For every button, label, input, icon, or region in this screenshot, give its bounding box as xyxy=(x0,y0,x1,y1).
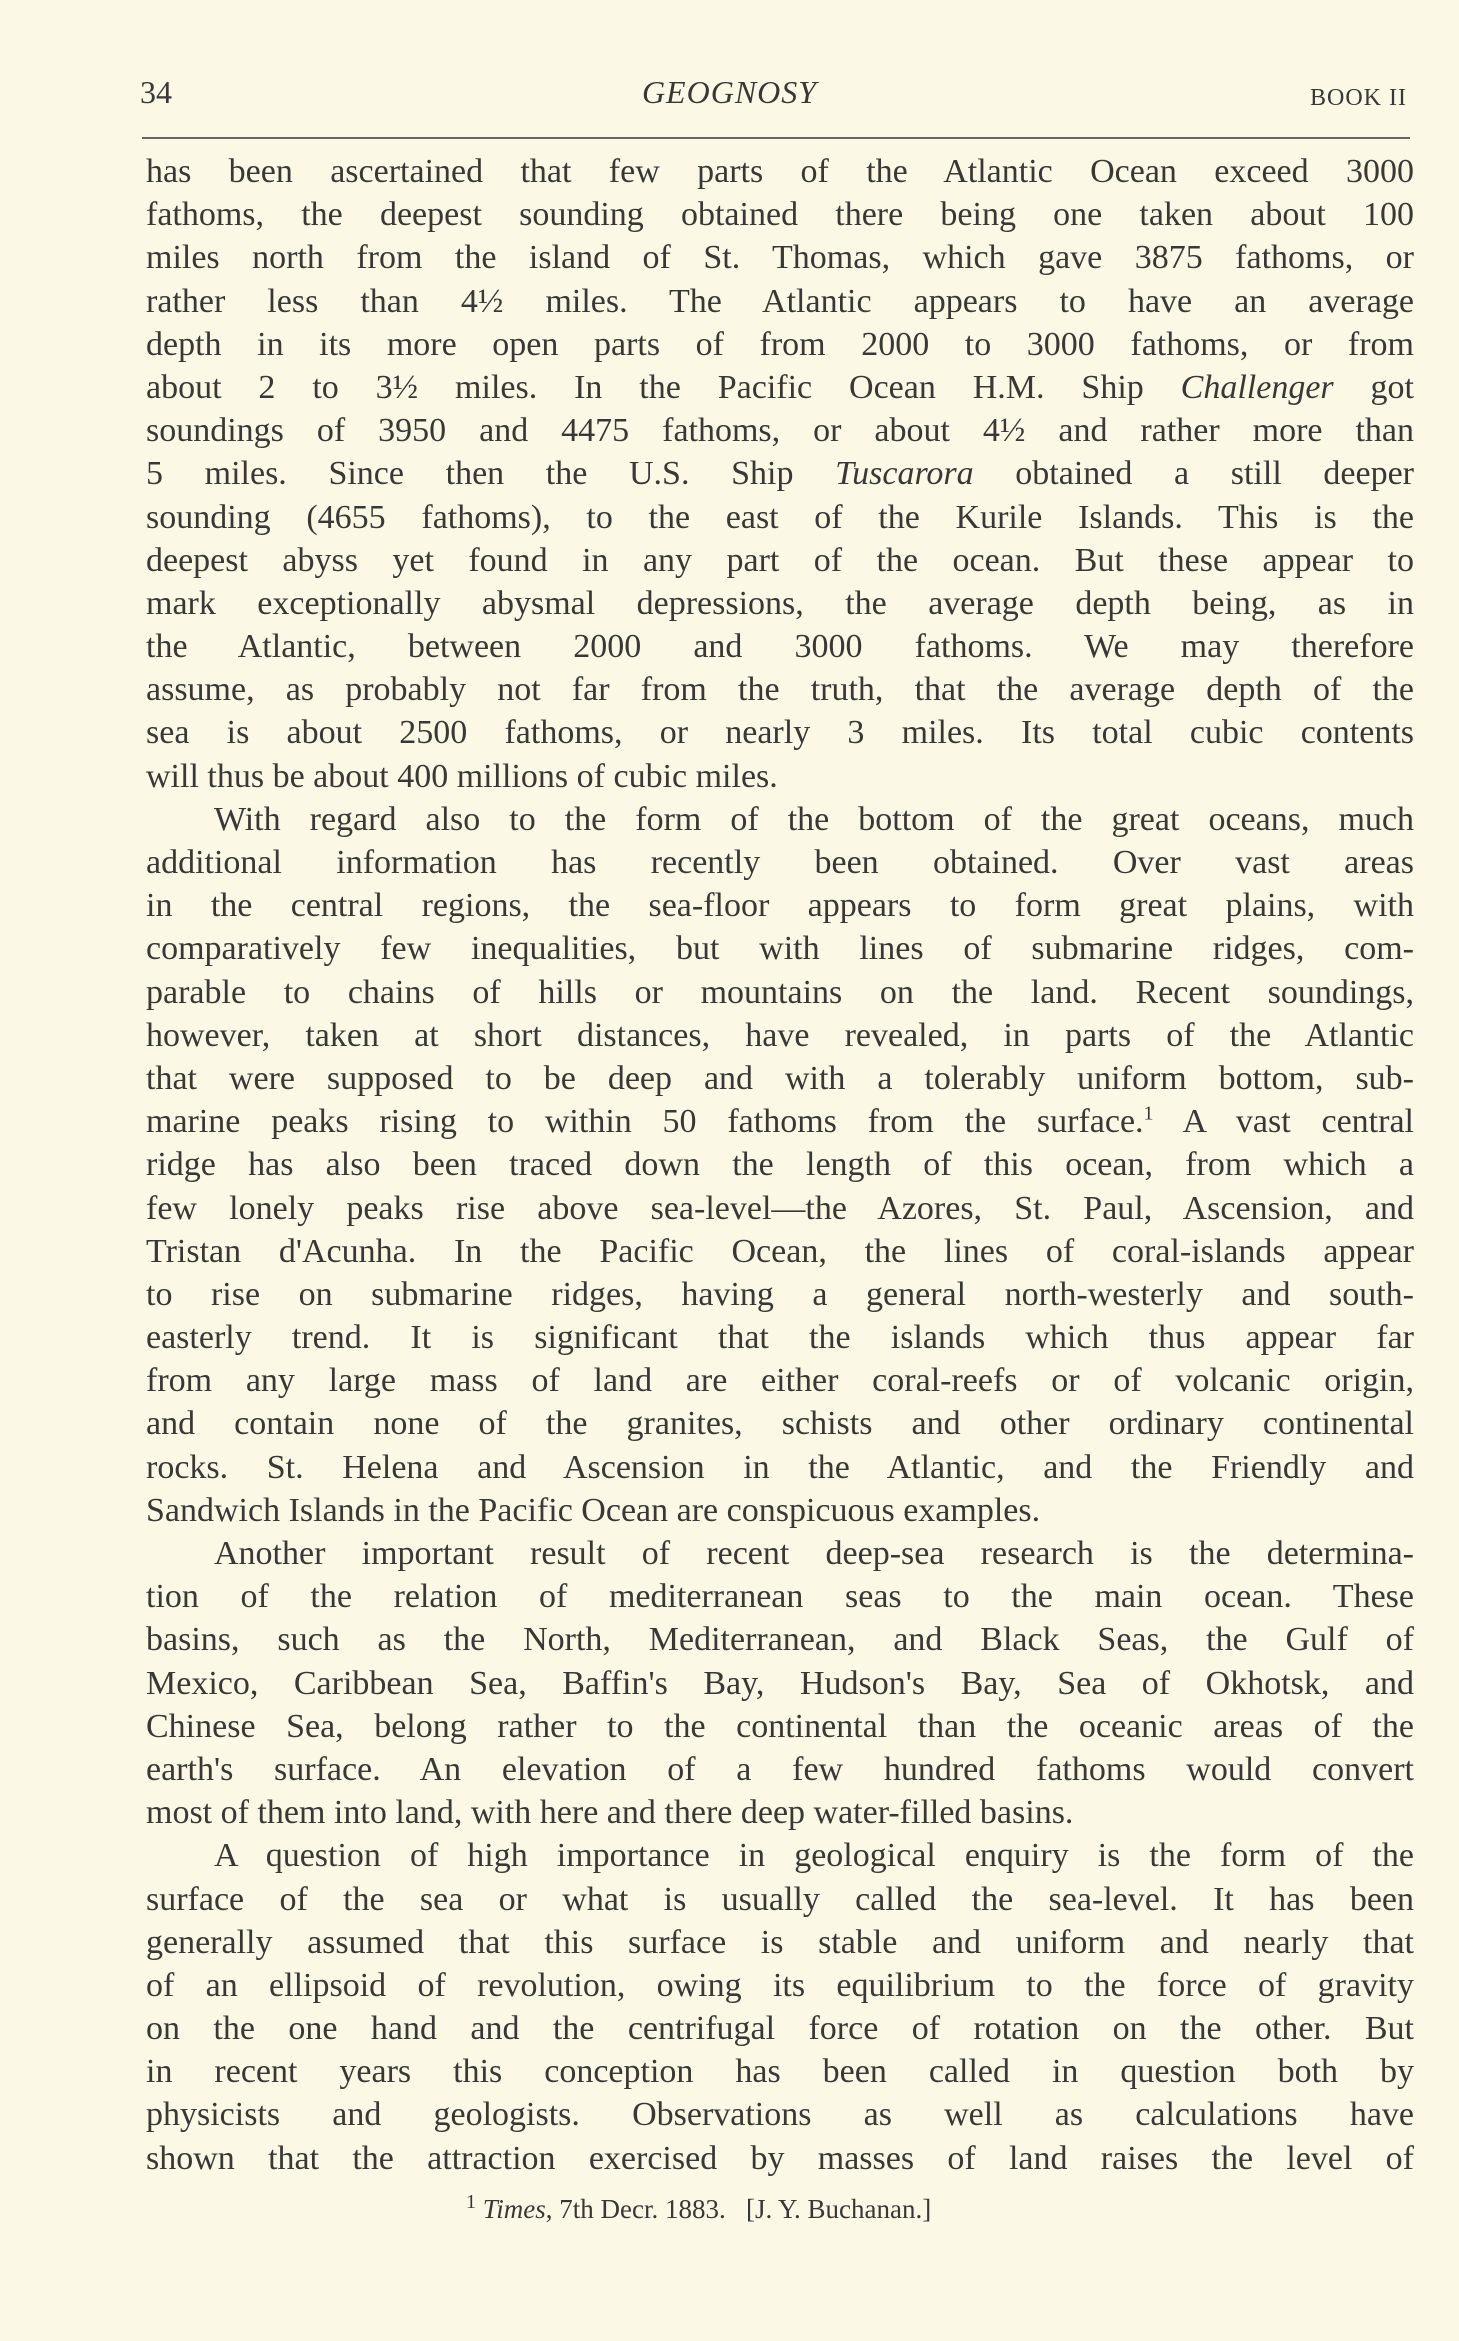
book-label: BOOK II xyxy=(1310,85,1407,111)
text-line xyxy=(146,1791,1414,1834)
text-segment: With regard also to the form of the bottom of the great oceans, much xyxy=(214,800,1414,838)
text-line xyxy=(146,1014,1414,1057)
footnote-source: Times xyxy=(482,2194,546,2224)
text-segment: that were supposed to be deep and with a tolerably uniform bottom, sub- xyxy=(146,1059,1414,1097)
text-segment: mark exceptionally abysmal depressions, the average depth being, as in xyxy=(146,584,1414,622)
text-segment: fathoms, the deepest sounding obtained there being one taken about 100 xyxy=(146,196,1414,234)
italic-text: Challenger xyxy=(1180,368,1334,406)
text-line xyxy=(146,1705,1414,1748)
text-line xyxy=(146,971,1414,1014)
text-segment: A vast central xyxy=(1153,1103,1414,1141)
text-segment: in recent years this conception has been called in question both by xyxy=(146,2053,1414,2091)
text-segment: got xyxy=(1333,368,1414,406)
text-segment: miles north from the island of St. Thomas, which gave 3875 fathoms, or xyxy=(146,239,1414,277)
footnote-marker: 1 xyxy=(466,2191,476,2213)
paragraph xyxy=(146,150,1414,798)
text-segment: most of them into land, with here and there deep water-filled basins. xyxy=(146,1794,1074,1832)
page-number: 34 xyxy=(140,74,172,110)
text-segment: the Atlantic, between 2000 and 3000 fathoms. We may therefore xyxy=(146,628,1414,666)
text-segment: Mexico, Caribbean Sea, Baffin's Bay, Hudson's Bay, Sea of Okhotsk, and xyxy=(146,1664,1414,1702)
footnote xyxy=(466,2192,931,2226)
text-line xyxy=(146,798,1414,841)
text-line xyxy=(146,1921,1414,1964)
text-segment: to rise on submarine ridges, having a general north-westerly and south- xyxy=(146,1275,1414,1313)
paragraph xyxy=(146,1532,1414,1834)
text-segment: 5 miles. Since then the U.S. Ship xyxy=(146,455,836,493)
text-line xyxy=(146,1100,1414,1143)
text-segment: sounding (4655 fathoms), to the east of the Kurile Islands. This is the xyxy=(146,498,1414,536)
text-segment: soundings of 3950 and 4475 fathoms, or about 4½ and rather more than xyxy=(146,412,1414,450)
text-line xyxy=(146,1446,1414,1489)
text-line xyxy=(146,884,1414,927)
footnote-reference: 1 xyxy=(1143,1102,1154,1125)
text-segment: depth in its more open parts of from 2000 to 3000 fathoms, or from xyxy=(146,325,1414,363)
italic-text: Tuscarora xyxy=(835,455,974,493)
text-line xyxy=(146,452,1414,495)
text-line xyxy=(146,582,1414,625)
text-segment: surface of the sea or what is usually called the sea-level. It has been xyxy=(146,1880,1414,1918)
text-segment: has been ascertained that few parts of the Atlantic Ocean exceed 3000 xyxy=(146,153,1414,190)
text-line xyxy=(146,539,1414,582)
text-line xyxy=(146,755,1414,798)
text-segment: tion of the relation of mediterranean seas to the main ocean. These xyxy=(146,1578,1414,1616)
text-segment: Sandwich Islands in the Pacific Ocean are conspicuous examples. xyxy=(146,1491,1041,1529)
text-line xyxy=(146,1230,1414,1273)
text-line xyxy=(146,711,1414,754)
text-segment: Tristan d'Acunha. In the Pacific Ocean, the lines of coral-islands appear xyxy=(146,1232,1414,1270)
text-line xyxy=(146,1316,1414,1359)
text-line xyxy=(146,193,1414,236)
text-line xyxy=(146,1489,1414,1532)
text-line xyxy=(146,1359,1414,1402)
text-segment: A question of high importance in geological enquiry is the form of the xyxy=(214,1837,1414,1875)
text-line xyxy=(146,2093,1414,2136)
text-line xyxy=(146,236,1414,279)
text-line xyxy=(146,1964,1414,2007)
text-segment: few lonely peaks rise above sea-level—the Azores, St. Paul, Ascension, and xyxy=(146,1189,1414,1227)
text-segment: obtained a still deeper xyxy=(973,455,1415,493)
text-segment: Chinese Sea, belong rather to the continental than the oceanic areas of the xyxy=(146,1707,1414,1745)
text-line xyxy=(146,323,1414,366)
text-line xyxy=(146,668,1414,711)
text-segment: and contain none of the granites, schists and other ordinary continental xyxy=(146,1405,1414,1443)
text-line xyxy=(146,1748,1414,1791)
header-rule xyxy=(142,137,1410,139)
text-line xyxy=(146,1532,1414,1575)
text-segment: shown that the attraction exercised by masses of land raises the level of xyxy=(146,2139,1414,2177)
text-line xyxy=(146,2007,1414,2050)
text-line xyxy=(146,927,1414,970)
footnote-text: , 7th Decr. 1883. [J. Y. Buchanan.] xyxy=(545,2194,932,2224)
text-line xyxy=(146,1834,1414,1877)
text-line xyxy=(146,496,1414,539)
text-line xyxy=(146,841,1414,884)
text-line xyxy=(146,1575,1414,1618)
text-line xyxy=(146,2137,1414,2180)
text-segment: basins, such as the North, Mediterranean, and Black Seas, the Gulf of xyxy=(146,1621,1414,1659)
text-segment: on the one hand and the centrifugal force of rotation on the other. But xyxy=(146,2010,1414,2048)
text-segment: comparatively few inequalities, but with lines of submarine ridges, com- xyxy=(146,930,1414,968)
text-segment: parable to chains of hills or mountains on the land. Recent soundings, xyxy=(146,973,1414,1011)
text-segment: easterly trend. It is significant that the islands which thus appear far xyxy=(146,1319,1414,1357)
text-line xyxy=(146,1143,1414,1186)
paragraph xyxy=(146,798,1414,1532)
running-title: GEOGNOSY xyxy=(641,74,818,110)
paragraph xyxy=(146,1834,1414,2180)
text-line xyxy=(146,1662,1414,1705)
text-line xyxy=(146,1273,1414,1316)
text-segment: earth's surface. An elevation of a few hundred fathoms would convert xyxy=(146,1750,1414,1788)
text-line xyxy=(146,1057,1414,1100)
text-segment: Another important result of recent deep-sea research is the determina- xyxy=(214,1535,1414,1572)
text-segment: from any large mass of land are either coral-reefs or of volcanic origin, xyxy=(146,1362,1414,1400)
text-segment: sea is about 2500 fathoms, or nearly 3 miles. Its total cubic contents xyxy=(146,714,1414,752)
text-line xyxy=(146,280,1414,323)
text-line xyxy=(146,2050,1414,2093)
text-line xyxy=(146,1878,1414,1921)
text-segment: about 2 to 3½ miles. In the Pacific Ocean H.M. Ship xyxy=(146,368,1181,406)
text-line xyxy=(146,1402,1414,1445)
text-line xyxy=(146,150,1414,193)
text-segment: will thus be about 400 millions of cubic miles. xyxy=(146,757,778,795)
text-segment: rather less than 4½ miles. The Atlantic appears to have an average xyxy=(146,282,1414,320)
text-segment: however, taken at short distances, have revealed, in parts of the Atlantic xyxy=(146,1016,1414,1054)
text-segment: ridge has also been traced down the length of this ocean, from which a xyxy=(146,1146,1414,1184)
body-text xyxy=(146,150,1414,2180)
text-segment: marine peaks rising to within 50 fathoms from the surface. xyxy=(146,1103,1144,1141)
text-line xyxy=(146,1187,1414,1230)
text-line xyxy=(146,625,1414,668)
text-line xyxy=(146,1618,1414,1661)
text-line xyxy=(146,366,1414,409)
text-segment: generally assumed that this surface is stable and uniform and nearly that xyxy=(146,1923,1414,1961)
text-segment: in the central regions, the sea-floor appears to form great plains, with xyxy=(146,887,1414,925)
text-segment: rocks. St. Helena and Ascension in the Atlantic, and the Friendly and xyxy=(146,1448,1414,1486)
text-segment: assume, as probably not far from the truth, that the average depth of the xyxy=(146,671,1414,709)
text-segment: of an ellipsoid of revolution, owing its equilibrium to the force of gravity xyxy=(146,1966,1414,2004)
text-segment: physicists and geologists. Observations as well as calculations have xyxy=(146,2096,1414,2134)
text-line xyxy=(146,409,1414,452)
text-segment: additional information has recently been obtained. Over vast areas xyxy=(146,844,1414,881)
text-segment: deepest abyss yet found in any part of the ocean. But these appear to xyxy=(146,541,1414,579)
